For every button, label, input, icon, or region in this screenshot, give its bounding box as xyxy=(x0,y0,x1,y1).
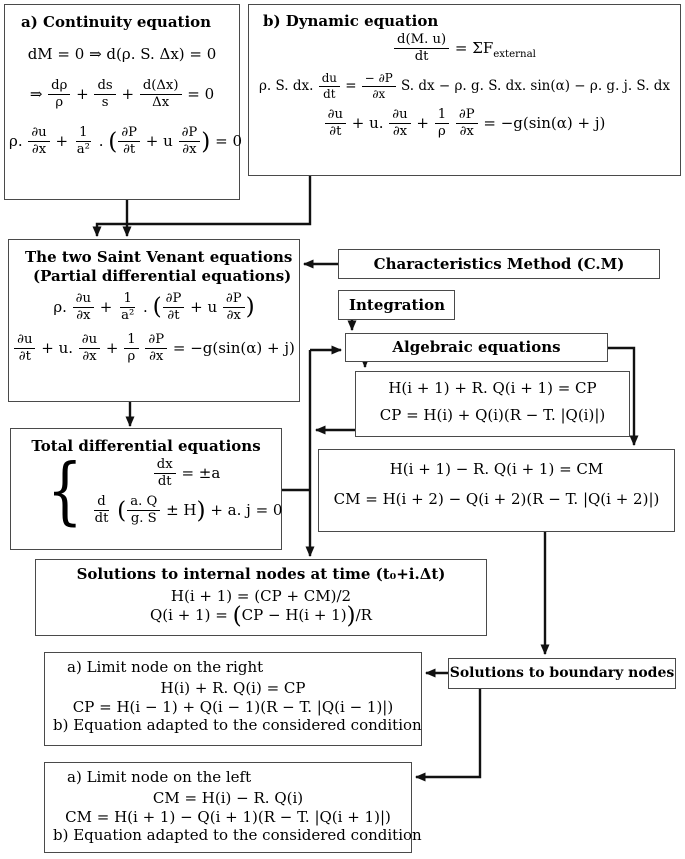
cp-eq1: H(i + 1) + R. Q(i + 1) = CP xyxy=(388,379,597,397)
characteristics-method-label: Characteristics Method (C.M) xyxy=(373,254,625,273)
algebraic-equations-box xyxy=(345,333,608,362)
saint-venant-eq1: ρ. $\frac{\partial u}{\partial x}$ + $\frac{1}{\text{a²}}$ . ( $\frac{\partial P}{\partial t}$ + u $\frac{\partial P}{\partial x}$ ) xyxy=(53,290,255,324)
cp-eq2: CP = H(i) + Q(i)(R − T. |Q(i)|) xyxy=(379,406,606,424)
internal-nodes-eq1: H(i + 1) = (CP + CM)/2 xyxy=(170,586,352,605)
continuity-eq-mass: dM = 0 ⇒ d(ρ. S. Δx) = 0 xyxy=(27,44,217,63)
integration-label: Integration xyxy=(349,295,446,314)
total-differential-box xyxy=(10,428,282,550)
system-brace: { xyxy=(47,449,83,534)
dynamic-eq-momentum: $\frac{d(M. u)}{dt}$ = $\Sigma F_{external}$ xyxy=(253,33,676,65)
algebraic-equations-label: Algebraic equations xyxy=(392,338,561,357)
saint-venant-box xyxy=(8,239,300,402)
limit-left-heading: a) Limit node on the left xyxy=(67,768,252,786)
saint-venant-title-line1: The two Saint Venant equations xyxy=(25,248,293,266)
continuity-eq-final: ρ. $\frac{\partial u}{\partial x}$ + $\frac{1}{\text{a²}}$ . ( $\frac{\partial P}{\partial t}$ + u $\frac{\partial P}{\partial x}$ ) = 0 xyxy=(9,124,243,158)
internal-nodes-eq2: Q(i + 1) = (CP − H(i + 1))/R xyxy=(150,601,372,629)
dynamic-eq-forces: ρ. S. dx. $\frac{du}{dt}$ = $\frac{- \partial P}{\partial x}$ S. dx − ρ. g. S. dx. sin(α) − ρ. g. j. S. dx xyxy=(258,70,671,101)
continuity-equation-box xyxy=(4,4,243,200)
dynamic-equation-box xyxy=(248,4,681,176)
integration-box xyxy=(338,290,455,320)
boundary-nodes-solutions-box xyxy=(448,658,676,689)
saint-venant-eq2: $\frac{\partial u}{\partial t}$ + u. $\frac{\partial u}{\partial x}$ + $\frac{1}{\rho}$ $\frac{\partial P}{\partial x}$ = −g(sin(α) + j) xyxy=(11,333,297,365)
internal-nodes-title: Solutions to internal nodes at time (t₀+i.Δt) xyxy=(76,565,446,583)
limit-left-condition-note: b) Equation adapted to the considered condition xyxy=(53,825,422,844)
limit-right-condition-note: b) Equation adapted to the considered condition xyxy=(53,715,422,734)
limit-node-left-box xyxy=(44,762,422,853)
limit-right-eq1: H(i) + R. Q(i) = CP xyxy=(160,678,306,697)
total-differential-eq2: $\frac{d}{dt}$ ( $\frac{a. Q}{g. S}$ ± H) + a. j = 0 xyxy=(94,493,283,527)
boundary-nodes-label: Solutions to boundary nodes xyxy=(449,664,675,681)
continuity-title: a) Continuity equation xyxy=(21,13,212,31)
internal-nodes-solutions-box xyxy=(35,559,487,636)
continuity-eq-differential: ⇒ $\frac{d\rho}{\rho}$ + $\frac{ds}{s}$ + $\frac{d(\Delta x)}{\Delta x}$ = 0 xyxy=(29,77,215,111)
limit-left-eq1: CM = H(i) − R. Q(i) xyxy=(152,788,304,807)
dynamic-eq-final: $\frac{\partial u}{\partial t}$ + u. $\frac{\partial u}{\partial x}$ + $\frac{1}{\rho}$ $\frac{\partial P}{\partial x}$ = −g(sin(α) + j) xyxy=(253,108,676,140)
cm-eq1: H(i + 1) − R. Q(i + 1) = CM xyxy=(389,460,604,478)
limit-left-eq2: CM = H(i + 1) − Q(i + 1)(R − T. |Q(i + 1)|) xyxy=(65,807,391,826)
cp-equations-box xyxy=(355,371,630,437)
limit-right-eq2: CP = H(i − 1) + Q(i − 1)(R − T. |Q(i − 1)|) xyxy=(72,697,394,716)
characteristics-method-box xyxy=(338,249,660,279)
total-differential-eq1: $\frac{dx}{dt}$ = ±a xyxy=(91,458,283,490)
cm-equations-box xyxy=(318,449,675,532)
limit-node-right-box xyxy=(44,652,422,746)
cm-eq2: CM = H(i + 2) − Q(i + 2)(R − T. |Q(i + 2)|) xyxy=(333,490,660,508)
arrow-boundary-to-limitleft xyxy=(416,689,480,777)
limit-right-heading: a) Limit node on the right xyxy=(67,658,264,676)
total-differential-title: Total differential equations xyxy=(31,437,261,455)
saint-venant-title-line2: (Partial differential equations) xyxy=(33,266,292,285)
equation-system xyxy=(11,449,283,534)
dynamic-title: b) Dynamic equation xyxy=(263,12,439,30)
